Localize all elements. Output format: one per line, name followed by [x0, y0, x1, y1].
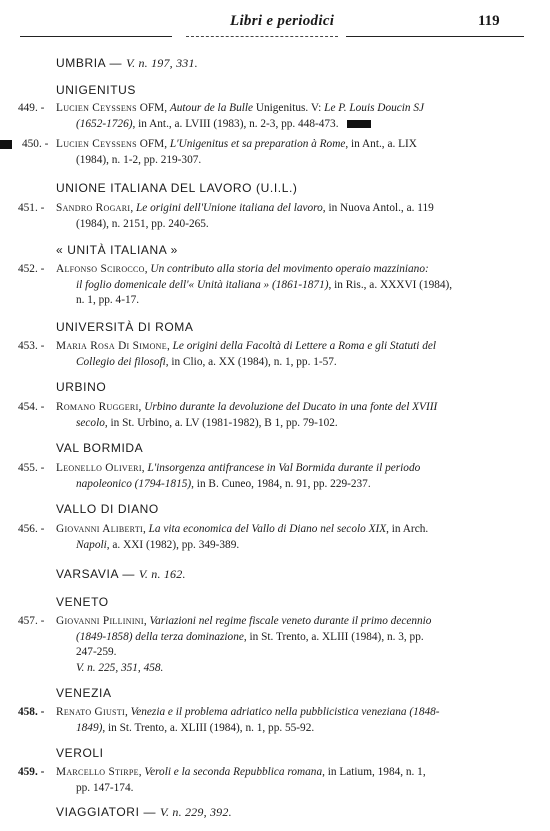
heading-veneto: VENETO: [56, 595, 109, 609]
entry-456: 456. - Giovanni Aliberti, La vita economica del Vallo di Diano nel secolo XIX, in Arch. Napoli, a. XXI (1982), pp. 349-389.: [18, 523, 429, 551]
title: Variazioni nel regime fiscale veneto durante il primo decennio: [149, 615, 432, 627]
entry-449: 449. - Lucien Ceyssens OFM, Autour de la Bulle Unigenitus. V: Le P. Louis Doucin SJ (1652-1726), in Ant., a. LVIII (1983), n. 2-3, pp. 448-473.: [18, 102, 425, 130]
author: Maria Rosa Di Simone: [56, 340, 167, 352]
entry-454: 454. - Romano Ruggeri, Urbino durante la devoluzione del Ducato in una fonte del XVIII secolo, in St. Urbino, a. LV (1981-1982), B 1, pp. 79-102.: [18, 401, 438, 429]
title: L'Unigenitus et sa preparation à Rome: [169, 138, 346, 150]
author: Giovanni Aliberti: [56, 523, 143, 535]
entry-459: 459. - Marcello Stirpe, Veroli e la seconda Repubblica romana, in Latium, 1984, n. 1, pp. 147-174.: [18, 766, 426, 794]
entry-number: 459. -: [18, 766, 45, 778]
heading-unigenitus: UNIGENITUS: [56, 83, 137, 97]
title: Le origini della Facoltà di Lettere a Roma e gli Statuti del: [172, 340, 437, 352]
author: Romano Ruggeri: [56, 401, 139, 413]
entry-number: 455. -: [18, 462, 45, 474]
author: Giovanni Pillinini: [56, 615, 144, 627]
entry-453: 453. - Maria Rosa Di Simone, Le origini della Facoltà di Lettere a Roma e gli Statuti del Collegio dei filosofi, in Clio, a. XX (1984), n. 1, pp. 1-57.: [18, 340, 437, 368]
heading-varsavia: VARSAVIA — V. n. 162.: [56, 567, 186, 581]
entry-455: 455. - Leonello Oliveri, L'insorgenza antifrancese in Val Bormida durante il periodo napoleonico (1794-1815), in B. Cuneo, 1984, n. 91, pp. 229-237.: [18, 462, 421, 490]
entry-450: 450. - Lucien Ceyssens OFM, L'Unigenitus et sa preparation à Rome, in Ant., a. LIX (1984), n. 1-2, pp. 219-307.: [22, 138, 417, 166]
ink-smudge: [347, 120, 371, 128]
page-number: 119: [478, 13, 500, 29]
entry-457: 457. - Giovanni Pillinini, Variazioni nel regime fiscale veneto durante il primo decennio (1849-1858) della terza dominazione, in St. Trento, a. XLIII (1984), n. 3, pp. 247-259. V. n. 225, 351, 458.: [18, 615, 432, 674]
heading-umbria: UMBRIA — V. n. 197, 331.: [56, 56, 198, 70]
author: Alfonso Scirocco: [56, 263, 145, 275]
entry-451: 451. - Sandro Rogari, Le origini dell'Unione italiana del lavoro, in Nuova Antol., a. 119 (1984), n. 2151, pp. 240-265.: [18, 202, 434, 230]
heading-universita-di-roma: UNIVERSITÀ DI ROMA: [56, 320, 194, 334]
entry-458: 458. - Renato Giusti, Venezia e il problema adriatico nella pubblicistica veneziana (1848- 1849), in St. Trento, a. XLIII (1984), n. 1, pp. 55-92.: [18, 706, 440, 734]
cross-reference: V. n. 229, 392.: [159, 805, 232, 819]
see-also: V. n. 225, 351, 458.: [76, 661, 164, 674]
entry-number: 456. -: [18, 523, 45, 535]
heading-urbino: URBINO: [56, 380, 107, 394]
entry-number: 454. -: [18, 401, 45, 413]
heading-venezia: VENEZIA: [56, 686, 112, 700]
title: Urbino durante la devoluzione del Ducato in una fonte del XVIII: [144, 401, 438, 413]
page-header: [0, 0, 550, 46]
entry-number: 451. -: [18, 202, 45, 214]
title: Un contributo alla storia del movimento operaio mazziniano:: [150, 263, 429, 275]
title: Le origini dell'Unione italiana del lavoro: [135, 202, 323, 214]
header-rule-middle: [186, 36, 338, 37]
margin-marker: [0, 140, 12, 149]
author: Marcello Stirpe: [56, 766, 139, 778]
heading-unione-italiana-del-lavoro: UNIONE ITALIANA DEL LAVORO (U.I.L.): [56, 181, 298, 195]
author: Renato Giusti: [56, 706, 125, 718]
entry-number: 452. -: [18, 263, 45, 275]
entry-number: 453. -: [18, 340, 45, 352]
title: L'insorgenza antifrancese in Val Bormida durante il periodo: [147, 462, 421, 474]
author: Leonello Oliveri: [56, 462, 142, 474]
title: Veroli e la seconda Repubblica romana: [144, 766, 323, 778]
header-rule-right: [346, 36, 524, 37]
heading-veroli: VEROLI: [56, 746, 104, 760]
author: Sandro Rogari: [56, 202, 131, 214]
running-title: Libri e periodici: [230, 13, 335, 29]
heading-viaggiatori: VIAGGIATORI — V. n. 229, 392.: [56, 805, 232, 819]
heading-val-bormida: VAL BORMIDA: [56, 441, 144, 455]
title: Autour de la Bulle: [169, 102, 254, 114]
heading-vallo-di-diano: VALLO DI DIANO: [56, 502, 159, 516]
entry-452: 452. - Alfonso Scirocco, Un contributo alla storia del movimento operaio mazziniano: il foglio domenicale dell'« Unità italiana » (1861-1871), in Ris., a. XXXVI (1984), n. 1, pp. 4-17.: [18, 263, 453, 306]
cross-reference: V. n. 162.: [138, 567, 186, 581]
author: Lucien Ceyssens: [56, 138, 137, 150]
title: La vita economica del Vallo di Diano nel secolo XIX: [148, 523, 387, 535]
heading-unita-italiana: « UNITÀ ITALIANA »: [56, 243, 178, 257]
entry-number: 450. -: [22, 138, 49, 150]
cross-reference: V. n. 197, 331.: [126, 56, 198, 70]
entry-number: 458. -: [18, 706, 45, 718]
title: Venezia e il problema adriatico nella pubblicistica veneziana (1848-: [130, 706, 440, 718]
entry-number: 449. -: [18, 102, 45, 114]
header-rule-left: [20, 36, 172, 37]
entry-number: 457. -: [18, 615, 45, 627]
author: Lucien Ceyssens: [56, 102, 137, 114]
